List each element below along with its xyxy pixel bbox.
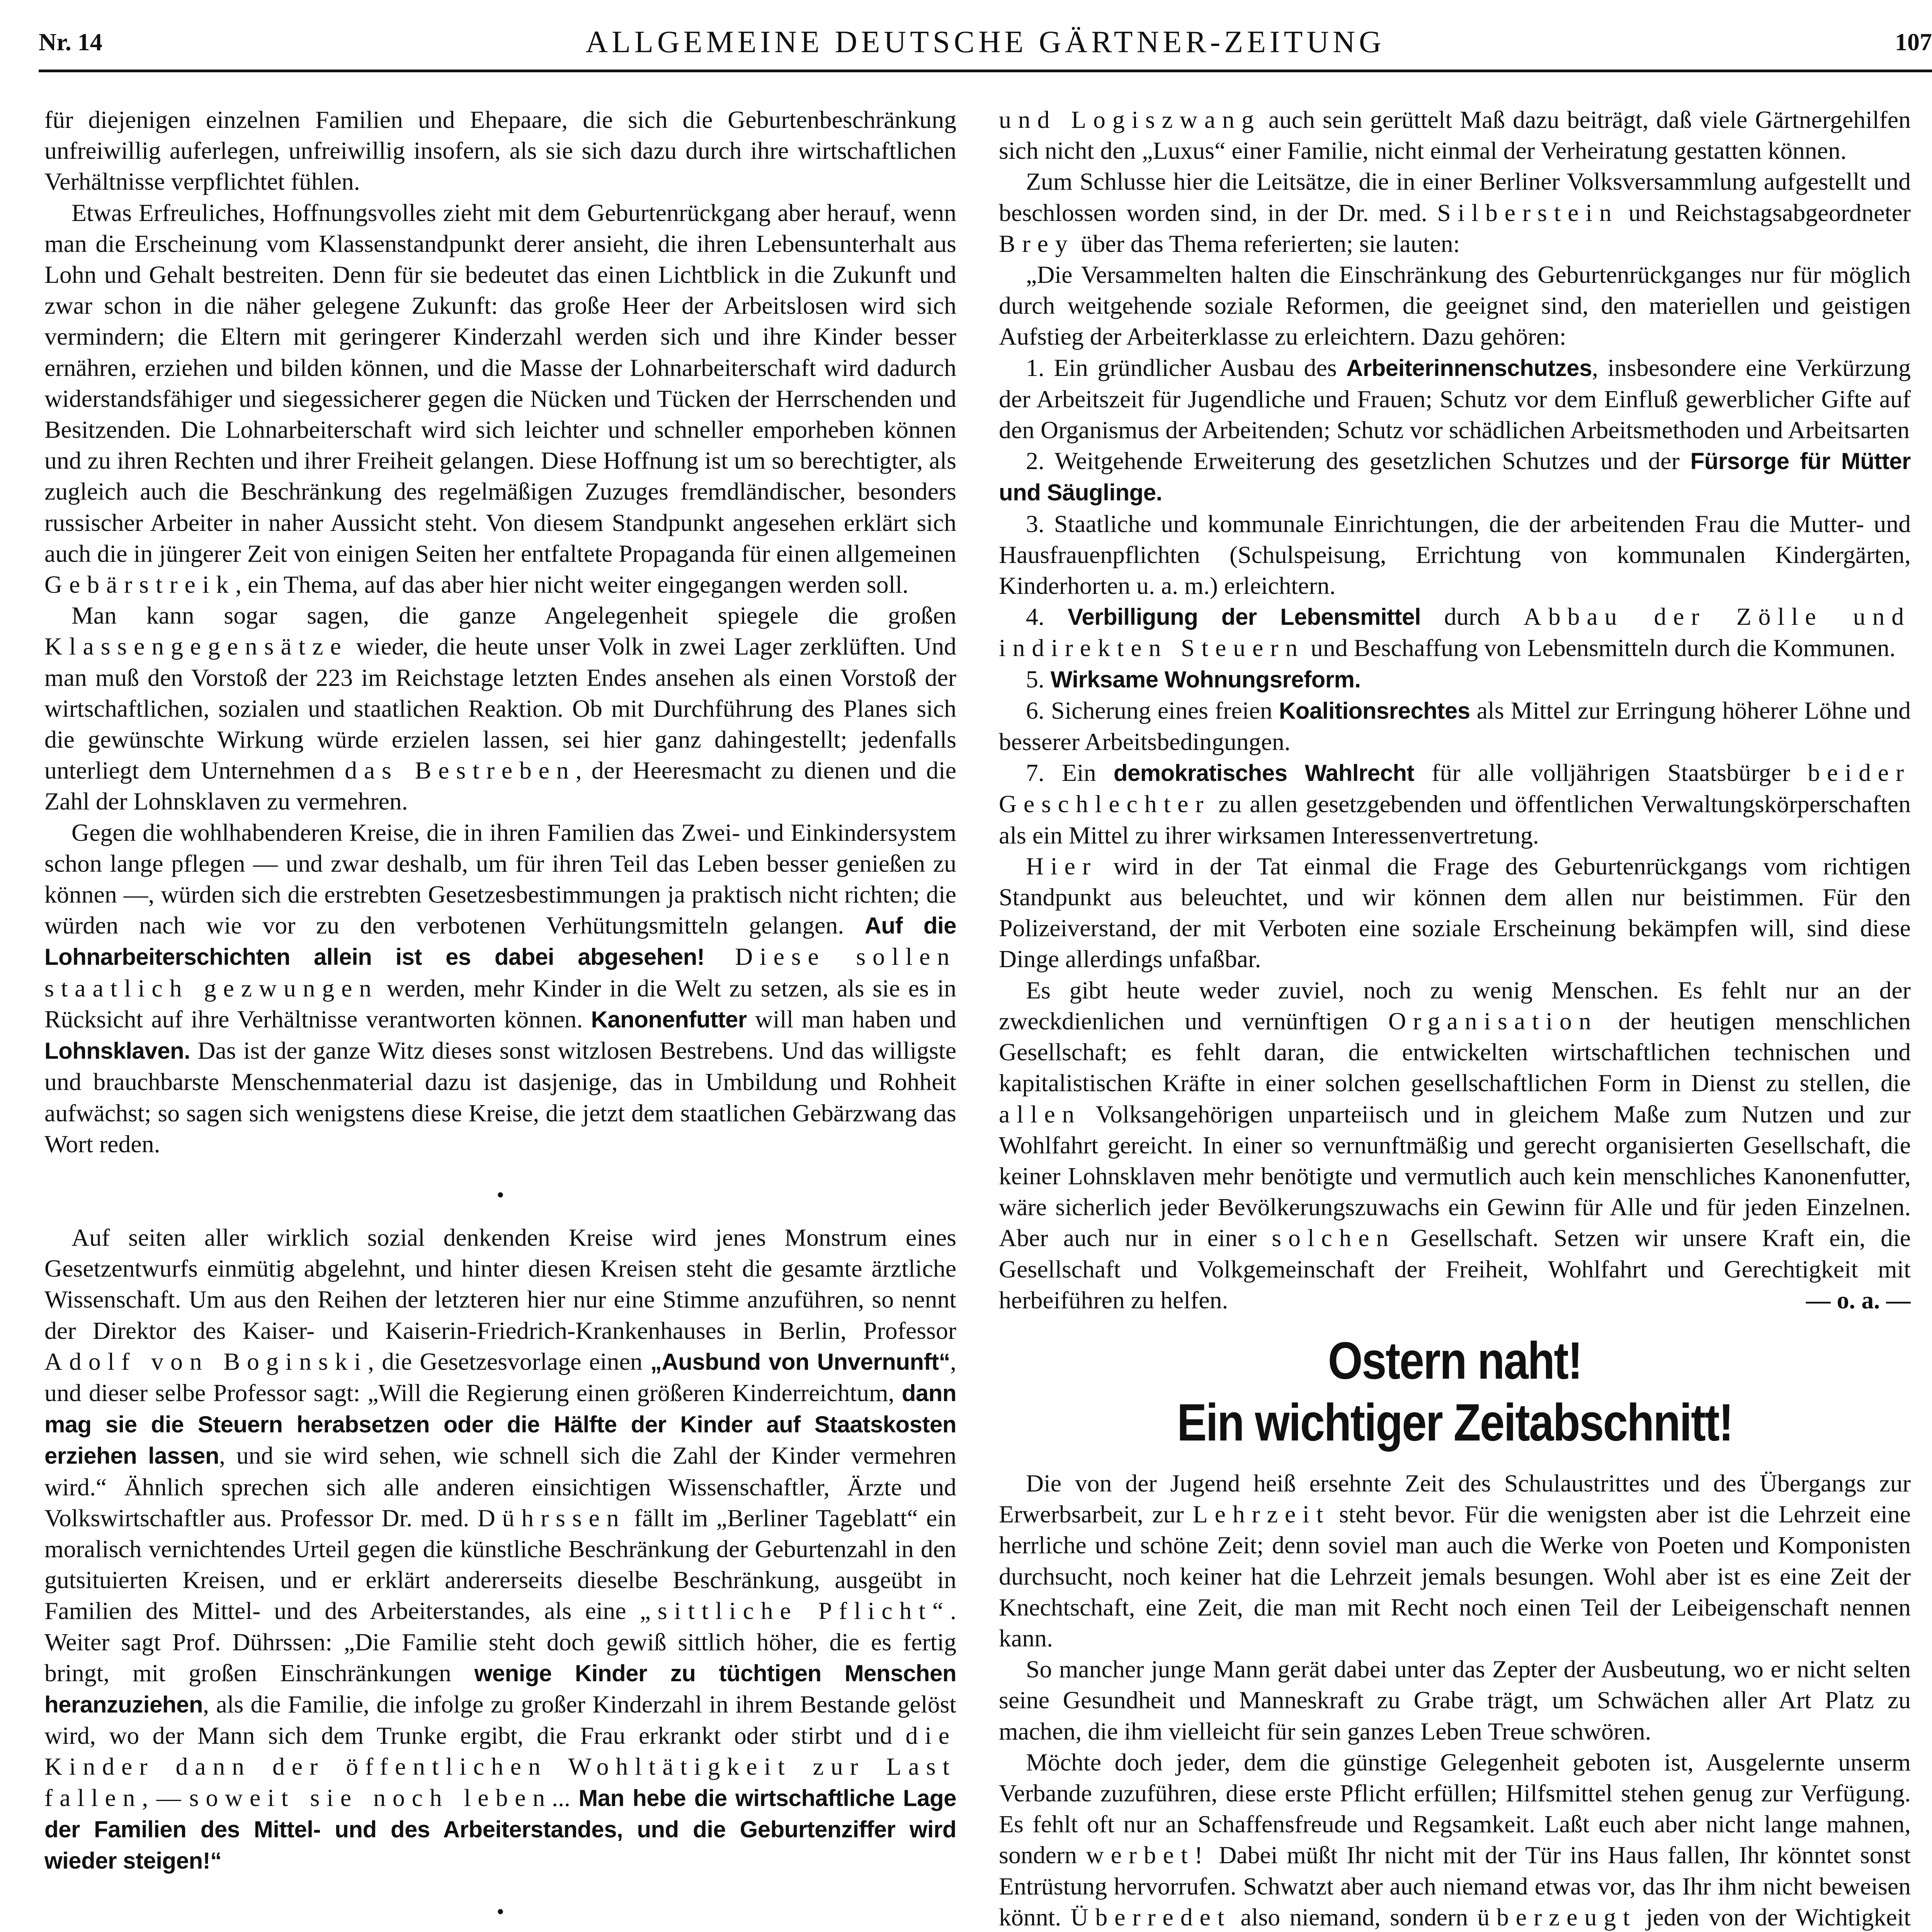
resolution-item: 6. Sicherung eines freien Koalitionsrechtes als Mittel zur Erringung höherer Löhne und besserer Arbeitsbedingungen.	[999, 696, 1911, 756]
paragraph: Etwas Erfreuliches, Hoffnungsvolles zieht mit dem Geburtenrückgang aber herauf, wenn man die Erscheinung vom Klassenstandpunkt derer ansieht, die ihren Lebensunterhalt aus Lohn und Gehalt bestreiten. Denn für sie bedeutet das einen Lichtblick in die Zukunft und zwar schon in die näher gelegene Zukunft: das große Heer der Arbeitslosen wird sich vermindern; die Eltern mit geringerer Kinderzahl werden sich und ihre Kinder besser ernähren, erziehen und bilden können, und die Masse der Lohnarbeiterschaft wird dadurch widerstandsfähiger und siegessicherer gegen die Nücken und Tücken der Herrschenden und Besitzenden. Die Lohnarbeiterschaft wird sich leichter und schneller emporheben können und zu ihren Rechten und ihrer Freiheit gelangen. Diese Hoffnung ist um so berechtigter, als zugleich auch die Beschränkung des regelmäßigen Zuzuges fremdländischer, besonders russischer Arbeiter in naher Aussicht steht. Von diesem Standpunkt angesehen erklärt sich auch die in jüngerer Zeit von einigen Seiten her entfaltete Propaganda für einen allgemeinen Gebärstreik, ein Thema, auf das aber hier nicht weiter eingegangen werden soll.	[44, 199, 956, 599]
paragraph: und Logiszwang auch sein gerüttelt Maß dazu beiträgt, daß viele Gärtnergehilfen sich nicht den „Luxus“ einer Familie, nicht einmal der Verheiratung gestatten können.	[999, 106, 1911, 165]
paragraph: für diejenigen einzelnen Familien und Ehepaare, die sich die Geburtenbeschränkung unfreiwillig auferlegen, unfreiwillig insofern, als sie sich dazu durch ihre wirtschaftlichen Verhältnisse verpflichtet fühlen.	[44, 106, 956, 196]
resolution-item: 1. Ein gründlicher Ausbau des Arbeiterinnenschutzes, insbesondere eine Verkürzung der Arbeitszeit für Jugendliche und Frauen; Schutz vor dem Einfluß gewerblicher Gifte auf den Organismus der Arbeitenden; Schutz vor schädlichen Arbeitsmethoden und Arbeitsarten	[999, 354, 1911, 444]
section-divider: •	[497, 1900, 504, 1924]
paragraph: Man kann sogar sagen, die ganze Angelegenheit spiegele die großen Klassengegensätze wieder, die heute unser Volk in zwei Lager zerklüften. Und man muß den Vorstoß der 223 im Reichstage letzten Endes ansehen als einen Vorstoß der wirtschaftlichen, sozialen und staatlichen Reaktion. Ob mit Durchführung des Planes sich die gewünschte Wirkung würde erzielen lassen, sei hier ganz dahingestellt; jedenfalls unterliegt dem Unternehmen das Bestreben, der Heeresmacht zu dienen und die Zahl der Lohnsklaven zu vermehren.	[44, 602, 956, 815]
left-column	[44, 104, 956, 1932]
resolution-item: 7. Ein demokratisches Wahlrecht für alle volljährigen Staatsbürger beider Geschlechter zu allen gesetzgebenden und öffentlichen Verwaltungskörperschaften als ein Mittel zu ihrer wirksamen Interessenvertretung.	[999, 759, 1911, 849]
author-signature: — o. a. —	[1806, 1286, 1911, 1314]
paragraph: So mancher junge Mann gerät dabei unter das Zepter der Ausbeutung, wo er nicht selten seine Gesundheit und Manneskraft zu Grabe trägt, um Schwächen aller Art Platz zu machen, die ihm vielleicht für sein ganzes Leben Treue schwören.	[999, 1655, 1911, 1745]
page-header	[39, 23, 1932, 73]
issue-number: Nr. 14	[39, 28, 102, 56]
resolution-item: 4. Verbilligung der Lebensmittel durch Abbau der Zölle und indirekten Steuern und Beschaffung von Lebensmitteln durch die Kommunen.	[999, 603, 1911, 662]
resolution-intro: „Die Versammelten halten die Einschränkung des Geburtenrückganges nur für möglich durch weitgehende soziale Reformen, die geeignet sind, den materiellen und geistigen Aufstieg der Arbeiterklasse zu erleichtern. Dazu gehören:	[999, 261, 1911, 350]
header-rule	[39, 70, 1932, 72]
paragraph: Gegen die wohlhabenderen Kreise, die in ihren Familien das Zwei- und Einkindersystem schon lange pflegen — und zwar deshalb, um für ihren Teil das Leben besser genießen zu können —, würden sich die erstrebten Gesetzesbestimmungen ja praktisch nicht richten; die würden nach wie vor zu den verbotenen Verhütungsmitteln gelangen. Auf die Lohnarbeiterschichten allein ist es dabei abgesehen! Diese sollen staatlich gezwungen werden, mehr Kinder in die Welt zu setzen, als sie es in Rücksicht auf ihre Verhältnisse verantworten können. Kanonenfutter will man haben und Lohnsklaven. Das ist der ganze Witz dieses sonst witzlosen Bestrebens. Und das willigste und brauchbarste Menschenmaterial dazu ist dasjenige, das in Umbildung und Rohheit aufwächst; so sagen sich wenigstens diese Kreise, die jetzt dem staatlichen Gebärzwang das Wort reden.	[44, 818, 956, 1158]
resolution-item: 2. Weitgehende Erweiterung des gesetzlichen Schutzes und der Fürsorge für Mütter und Säuglinge.	[999, 447, 1911, 506]
right-column	[999, 104, 1911, 1932]
page-number: 107	[1895, 28, 1932, 56]
headline-block	[999, 1330, 1911, 1453]
headline: Ein wichtiger Zeitabschnitt!	[1177, 1393, 1733, 1452]
paragraph: Hier wird in der Tat einmal die Frage des Geburtenrückgangs vom richtigen Standpunkt aus beleuchtet, und wir können dem allen nur beistimmen. Für den Polizeiverstand, der mit Verboten eine soziale Erscheinung bekämpfen will, sind diese Dinge allerdings unfaßbar.	[999, 852, 1911, 973]
resolution-item: 3. Staatliche und kommunale Einrichtungen, die der arbeitenden Frau die Mutter- und Hausfrauenpflichten (Schulspeisung, Errichtung von kommunalen Kindergärten, Kinderhorten u. a. m.) erleichtern.	[999, 510, 1911, 600]
newspaper-title: ALLGEMEINE DEUTSCHE GÄRTNER-ZEITUNG	[585, 25, 1385, 59]
paragraph: Die von der Jugend heiß ersehnte Zeit des Schulaustrittes und des Übergangs zur Erwerbsarbeit, zur Lehrzeit steht bevor. Für die wenigsten aber ist die Lehrzeit eine herrliche und schöne Zeit; denn soviel man auch die Werke von Poeten und Komponisten durchsucht, noch keiner hat die Lehrzeit jemals besungen. Wohl aber ist es eine Zeit der Knechtschaft, eine Zeit, die man mit Recht noch einen Teil der Leibeigenschaft nennen kann.	[999, 1469, 1911, 1652]
paragraph: Zum Schlusse hier die Leitsätze, die in einer Berliner Volksversammlung aufgestellt und beschlossen worden sind, in der Dr. med. Silberstein und Reichstagsabgeordneter Brey über das Thema referierten; sie lauten:	[999, 168, 1911, 257]
paragraph: Auf seiten aller wirklich sozial denkenden Kreise wird jenes Monstrum eines Gesetzentwurfs einmütig abgelehnt, und hinter diesen Kreisen steht die gesamte ärztliche Wissenschaft. Um aus den Reihen der letzteren hier nur eine Stimme anzuführen, so nennt der Direktor des Kaiser- und Kaiserin-Friedrich-Krankenhauses in Berlin, Professor Adolf von Boginski, die Gesetzesvorlage einen „Ausbund von Unvernunft“, und dieser selbe Professor sagt: „Will die Regierung einen größeren Kinderreichtum, dann mag sie die Steuern herabsetzen oder die Hälfte der Kinder auf Staatskosten erziehen lassen, und sie wird sehen, wie schnell sich die Zahl der Kinder vermehren wird.“ Ähnlich sprechen sich alle anderen einsichtigen Wissenschaftler, Ärzte und Volkswirtschaftler aus. Professor Dr. med. Dührssen fällt im „Berliner Tageblatt“ ein moralisch vernichtendes Urteil gegen die künstliche Beschränkung der Geburtenzahl in den gutsituierten Kreisen, und er erklärt andererseits dieselbe Beschränkung, ausgeübt in Familien des Mittel- und des Arbeiterstandes, als eine „sittliche Pflicht“. Weiter sagt Prof. Dührssen: „Die Familie steht doch gewiß sittlich höher, die es fertig bringt, mit großen Einschränkungen wenige Kinder zu tüchtigen Menschen heranzuziehen, als die Familie, die infolge zu großer Kinderzahl in ihrem Bestande gelöst wird, wo der Mann sich dem Trunke ergibt, die Frau erkrankt oder stirbt und die Kinder dann der öffentlichen Wohltätigkeit zur Last fallen, — soweit sie noch leben... Man hebe die wirtschaftliche Lage der Familien des Mittel- und des Arbeiterstandes, und die Geburtenziffer wird wieder steigen!“	[44, 1223, 956, 1874]
paragraph: Es gibt heute weder zuviel, noch zu wenig Menschen. Es fehlt nur an der zweckdienlichen und vernünftigen Organisation der heutigen menschlichen Gesellschaft; es fehlt daran, die entwickelten wirtschaftlichen technischen und kapitalistischen Kräfte in einer solchen gesellschaftlichen Form in Dienst zu stellen, die allen Volksangehörigen unparteiisch und in gleichem Maße zum Nutzen und zur Wohlfahrt gereicht. In einer so vernunftmäßig und gerecht organisierten Gesellschaft, die keiner Lohnsklaven mehr benötigte und vermutlich auch kein menschliches Kanonenfutter, wäre sicherlich jeder Bevölkerungszuwachs ein Gewinn für Alle und für jeden Einzelnen. Aber auch nur in einer solchen Gesellschaft. Setzen wir unsere Kraft ein, die Gesellschaft und Volkgemeinschaft der Freiheit, Wohlfahrt und Gerechtigkeit mit herbeiführen zu helfen. — o. a. —	[999, 975, 1911, 1316]
headline: Ostern naht!	[1328, 1331, 1582, 1390]
section-divider: •	[497, 1183, 504, 1207]
paragraph: Möchte doch jeder, dem die günstige Gelegenheit geboten ist, Ausgelernte unserm Verbande zuzuführen, diese erste Pflicht erfüllen; Hilfsmittel stehen genug zur Verfügung. Es fehlt oft nur an Schaffensfreude und Regsamkeit. Laßt euch aber nicht lange mahnen, sondern werbet! Dabei müßt Ihr nicht mit der Tür ins Haus fallen, Ihr könntet sonst Entrüstung hervorrufen. Schwatzt aber auch niemand etwas vor, das Ihr ihm nicht beweisen könnt. Überredet also niemand, sondern überzeugt jeden von der Wichtigkeit	[999, 1748, 1911, 1931]
resolution-item: 5. Wirksame Wohnungsreform.	[1026, 665, 1361, 693]
